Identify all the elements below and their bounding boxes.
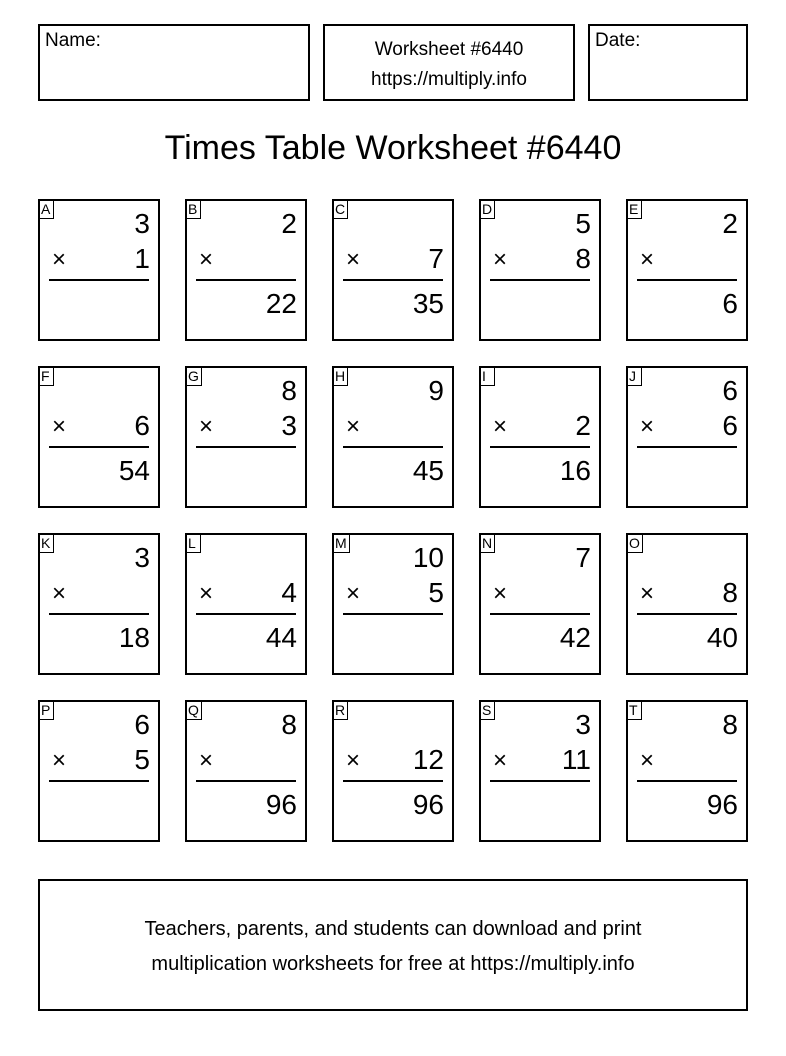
bottom-factor[interactable]: 6 — [134, 410, 150, 441]
top-factor[interactable]: 8 — [722, 709, 738, 740]
problem-letter: T — [626, 700, 642, 720]
problem-letter: K — [38, 533, 54, 553]
bottom-factor[interactable]: 5 — [428, 577, 444, 608]
product[interactable]: 42 — [559, 622, 591, 653]
top-factor[interactable]: 9 — [428, 375, 444, 406]
times-sign: × — [346, 580, 361, 607]
answer-line — [343, 780, 443, 782]
problem-letter: C — [332, 199, 348, 219]
problem-cell-n — [479, 533, 601, 675]
answer-line — [490, 446, 590, 448]
date-field-box[interactable] — [588, 24, 748, 101]
bottom-factor[interactable]: 3 — [281, 410, 297, 441]
answer-line — [343, 279, 443, 281]
product[interactable]: 96 — [412, 789, 444, 820]
product[interactable]: 96 — [265, 789, 297, 820]
bottom-factor[interactable]: 5 — [134, 744, 150, 775]
problem-cell-m — [332, 533, 454, 675]
bottom-factor[interactable]: 2 — [575, 410, 591, 441]
worksheet-url: https://multiply.info — [371, 69, 527, 90]
date-label: Date: — [595, 30, 641, 51]
problem-cell-i — [479, 366, 601, 508]
bottom-factor[interactable]: 4 — [281, 577, 297, 608]
problem-letter: O — [626, 533, 643, 553]
problem-letter: S — [479, 700, 495, 720]
answer-line — [637, 279, 737, 281]
problem-cell-a — [38, 199, 160, 341]
top-factor[interactable]: 2 — [722, 208, 738, 239]
times-sign: × — [346, 747, 361, 774]
footer-line-1: Teachers, parents, and students can download and print — [144, 918, 642, 940]
answer-line — [196, 279, 296, 281]
times-sign: × — [199, 747, 214, 774]
times-sign: × — [493, 580, 508, 607]
top-factor[interactable]: 3 — [134, 208, 150, 239]
problem-letter: E — [626, 199, 642, 219]
worksheet-id-box — [323, 24, 575, 101]
problem-cell-k — [38, 533, 160, 675]
problem-letter: Q — [185, 700, 202, 720]
footer-box — [38, 879, 748, 1011]
product[interactable]: 35 — [412, 288, 444, 319]
answer-line — [49, 446, 149, 448]
times-sign: × — [640, 580, 655, 607]
name-label: Name: — [45, 30, 101, 51]
times-sign: × — [493, 747, 508, 774]
top-factor[interactable]: 3 — [575, 709, 591, 740]
problem-letter: D — [479, 199, 495, 219]
product[interactable]: 40 — [706, 622, 738, 653]
problem-cell-o — [626, 533, 748, 675]
problem-cell-t — [626, 700, 748, 842]
top-factor[interactable]: 5 — [575, 208, 591, 239]
problem-letter: F — [38, 366, 54, 386]
problem-cell-j — [626, 366, 748, 508]
times-sign: × — [493, 246, 508, 273]
answer-line — [343, 446, 443, 448]
answer-line — [49, 780, 149, 782]
product[interactable]: 45 — [412, 455, 444, 486]
answer-line — [637, 780, 737, 782]
times-sign: × — [199, 580, 214, 607]
bottom-factor[interactable]: 6 — [722, 410, 738, 441]
problem-letter: P — [38, 700, 54, 720]
problem-cell-d — [479, 199, 601, 341]
product[interactable]: 22 — [265, 288, 297, 319]
problem-letter: G — [185, 366, 202, 386]
problem-letter: A — [38, 199, 54, 219]
top-factor[interactable]: 6 — [134, 709, 150, 740]
page-title: Times Table Worksheet #6440 — [164, 129, 622, 167]
top-factor[interactable]: 2 — [281, 208, 297, 239]
problem-letter: I — [479, 366, 495, 386]
product[interactable]: 6 — [722, 288, 738, 319]
problem-letter: M — [332, 533, 350, 553]
times-sign: × — [199, 246, 214, 273]
times-sign: × — [640, 413, 655, 440]
product[interactable]: 96 — [706, 789, 738, 820]
problem-cell-r — [332, 700, 454, 842]
problem-cell-g — [185, 366, 307, 508]
footer-line-2: multiplication worksheets for free at https://multiply.info — [151, 953, 635, 975]
answer-line — [490, 279, 590, 281]
problem-cell-l — [185, 533, 307, 675]
top-factor[interactable]: 7 — [575, 542, 591, 573]
problem-cell-p — [38, 700, 160, 842]
times-sign: × — [493, 413, 508, 440]
times-sign: × — [199, 413, 214, 440]
answer-line — [49, 613, 149, 615]
answer-line — [196, 446, 296, 448]
bottom-factor[interactable]: 8 — [575, 243, 591, 274]
problem-letter: N — [479, 533, 495, 553]
product[interactable]: 18 — [118, 622, 150, 653]
problem-letter: J — [626, 366, 642, 386]
times-sign: × — [52, 246, 67, 273]
problem-cell-c — [332, 199, 454, 341]
problem-cell-q — [185, 700, 307, 842]
problem-letter: R — [332, 700, 348, 720]
times-sign: × — [52, 747, 67, 774]
answer-line — [343, 613, 443, 615]
bottom-factor[interactable]: 12 — [412, 744, 444, 775]
top-factor[interactable]: 3 — [134, 542, 150, 573]
answer-line — [196, 613, 296, 615]
top-factor[interactable]: 8 — [281, 709, 297, 740]
problem-letter: H — [332, 366, 348, 386]
times-sign: × — [640, 246, 655, 273]
bottom-factor[interactable]: 7 — [428, 243, 444, 274]
problem-cell-f — [38, 366, 160, 508]
answer-line — [49, 279, 149, 281]
product[interactable]: 44 — [265, 622, 297, 653]
top-factor[interactable]: 10 — [412, 542, 444, 573]
problem-cell-b — [185, 199, 307, 341]
problem-letter: L — [185, 533, 201, 553]
problem-cell-s — [479, 700, 601, 842]
times-sign: × — [52, 580, 67, 607]
problem-cell-h — [332, 366, 454, 508]
times-sign: × — [346, 413, 361, 440]
product[interactable]: 54 — [118, 455, 150, 486]
times-sign: × — [640, 747, 655, 774]
top-factor[interactable]: 6 — [722, 375, 738, 406]
problem-cell-e — [626, 199, 748, 341]
times-sign: × — [52, 413, 67, 440]
answer-line — [637, 446, 737, 448]
name-field-box[interactable] — [38, 24, 310, 101]
answer-line — [490, 613, 590, 615]
top-factor[interactable]: 8 — [281, 375, 297, 406]
bottom-factor[interactable]: 1 — [134, 243, 150, 274]
answer-line — [490, 780, 590, 782]
problem-letter: B — [185, 199, 201, 219]
product[interactable]: 16 — [559, 455, 591, 486]
worksheet-number: Worksheet #6440 — [374, 39, 524, 60]
answer-line — [637, 613, 737, 615]
bottom-factor[interactable]: 11 — [561, 744, 591, 775]
bottom-factor[interactable]: 8 — [722, 577, 738, 608]
times-sign: × — [346, 246, 361, 273]
answer-line — [196, 780, 296, 782]
